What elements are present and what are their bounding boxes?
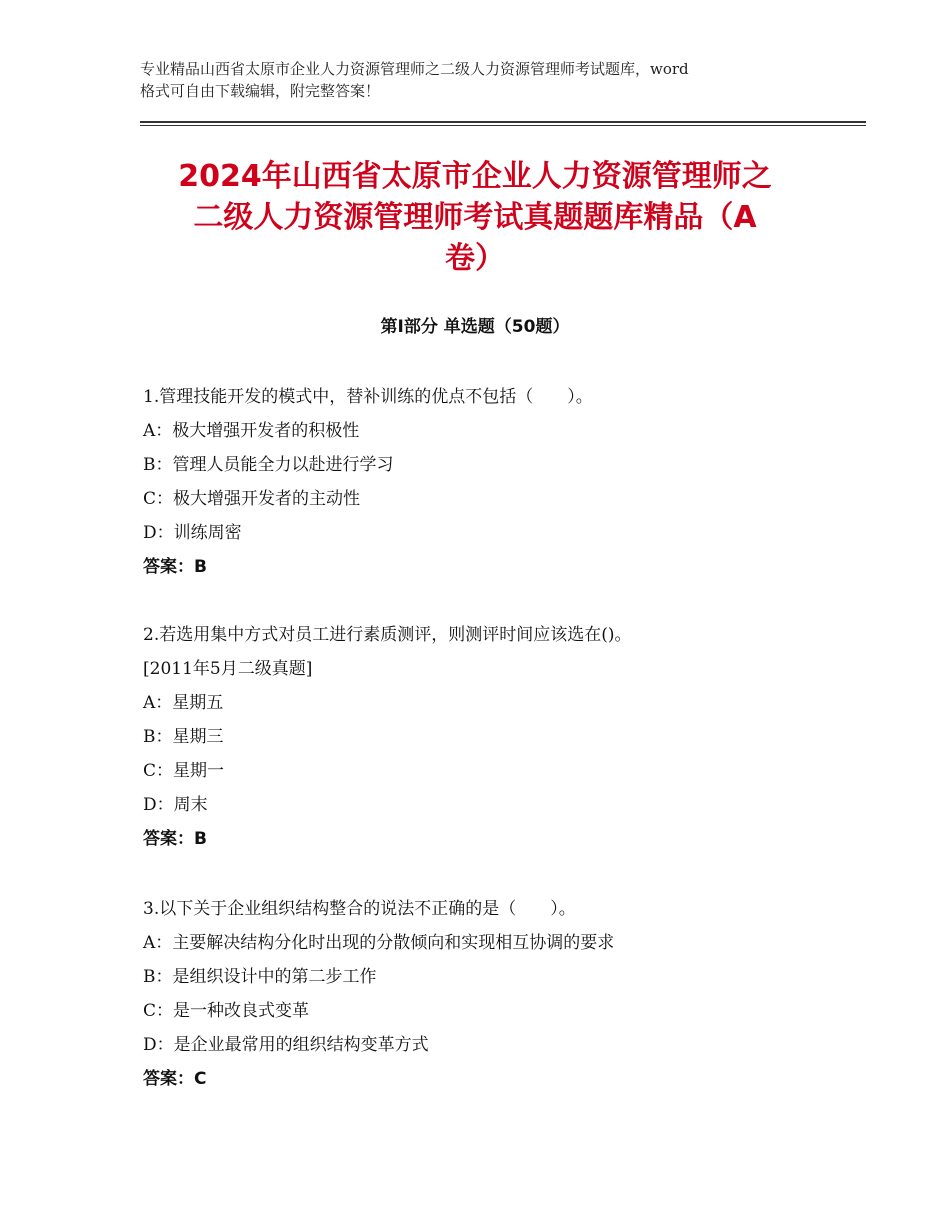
question-1-option-a: A：极大增强开发者的积极性 (143, 421, 360, 441)
question-1-answer: 答案：B (143, 557, 207, 577)
header-note-line-2: 格式可自由下载编辑，附完整答案！ (140, 82, 381, 100)
question-3-option-a: A：主要解决结构分化时出现的分散倾向和实现相互协调的要求 (143, 933, 615, 953)
question-2-option-b: B：星期三 (143, 727, 224, 747)
document-title (100, 156, 850, 279)
question-3-stem: 3.以下关于企业组织结构整合的说法不正确的是（ ）。 (143, 899, 576, 919)
question-1 (143, 380, 883, 584)
header-divider-thick (140, 121, 866, 123)
question-2-answer: 答案：B (143, 829, 207, 849)
question-2-option-c: C：星期一 (143, 761, 225, 781)
question-3-option-b: B：是组织设计中的第二步工作 (143, 967, 377, 987)
question-2-option-d: D：周末 (143, 795, 208, 815)
question-3 (143, 892, 883, 1096)
document-title-line-1: 2024年山西省太原市企业人力资源管理师之 (178, 159, 772, 194)
question-1-option-c: C：极大增强开发者的主动性 (143, 489, 361, 509)
question-3-option-d: D：是企业最常用的组织结构变革方式 (143, 1035, 429, 1055)
question-2-stem-source: [2011年5月二级真题] (143, 659, 313, 679)
document-title-line-3: 卷） (445, 241, 505, 276)
question-1-option-b: B：管理人员能全力以赴进行学习 (143, 455, 394, 475)
document-title-line-2: 二级人力资源管理师考试真题题库精品（A (193, 200, 757, 235)
header-note (140, 58, 840, 102)
question-2-option-a: A：星期五 (143, 693, 224, 713)
header-divider-thin (140, 125, 866, 126)
header-note-line-1: 专业精品山西省太原市企业人力资源管理师之二级人力资源管理师考试题库，word (140, 60, 689, 78)
question-2-stem: 2.若选用集中方式对员工进行素质测评，则测评时间应该选在()。 (143, 625, 632, 645)
question-1-stem: 1.管理技能开发的模式中，替补训练的优点不包括（ ）。 (143, 387, 593, 407)
question-1-option-d: D：训练周密 (143, 523, 242, 543)
question-2 (143, 618, 883, 856)
section-heading: 第Ⅰ部分 单选题（50题） (380, 317, 570, 337)
question-3-option-c: C：是一种改良式变革 (143, 1001, 310, 1021)
question-3-answer: 答案：C (143, 1069, 207, 1089)
